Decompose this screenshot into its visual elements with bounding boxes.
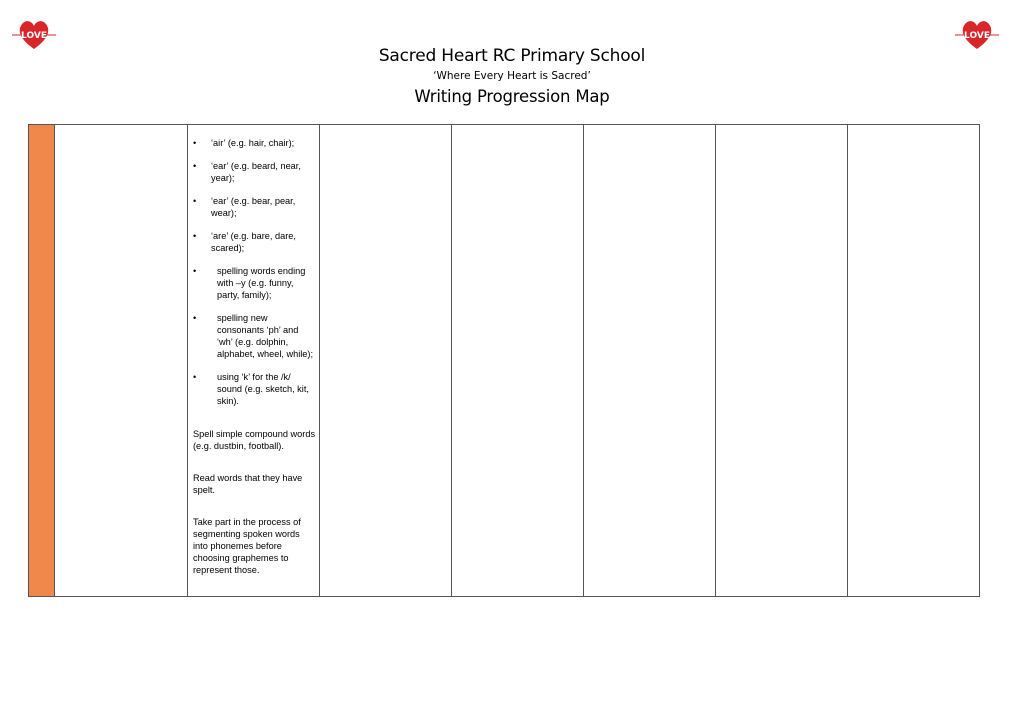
logo-text: LOVE	[21, 31, 47, 41]
list-item: • using ‘k’ for the /k/ sound (e.g. sketch, kit, skin).	[193, 372, 309, 406]
progression-table	[28, 124, 980, 597]
list-item: • ‘ear’ (e.g. beard, near, year);	[193, 161, 301, 183]
logo-text: LOVE	[964, 31, 990, 41]
statement-text: Spell simple compound words (e.g. dustbin, football).	[193, 429, 316, 451]
spelling-content-cell	[188, 125, 320, 597]
list-item: • ‘are’ (e.g. bare, dare, scared);	[193, 231, 296, 253]
document-title: Writing Progression Map	[414, 87, 610, 106]
list-item: • spelling new consonants ‘ph’ and ‘wh’ (e.g. dolphin, alphabet, wheel, while);	[193, 313, 314, 359]
empty-cell	[452, 125, 584, 597]
empty-cell	[584, 125, 716, 597]
year-band-color-cell	[29, 125, 55, 597]
empty-cell	[320, 125, 452, 597]
statement-text: Take part in the process of segmenting spoken words into phonemes before choosing graphemes to represent those.	[193, 517, 301, 575]
bullet-icon: •	[193, 372, 197, 382]
statement-text: Read words that they have spelt.	[193, 473, 303, 495]
bullet-icon: •	[193, 138, 197, 148]
bullet-icon: •	[193, 313, 197, 323]
spelling-bullet-list	[193, 137, 316, 407]
list-item: • spelling words ending with –y (e.g. funny, party, family);	[193, 266, 306, 300]
school-name: Sacred Heart RC Primary School	[378, 46, 646, 66]
bullet-icon: •	[193, 231, 197, 241]
empty-cell	[55, 125, 188, 597]
table-row	[29, 125, 980, 597]
bullet-icon: •	[193, 266, 197, 276]
list-item: • ‘ear’ (e.g. bear, pear, wear);	[193, 196, 296, 218]
bullet-icon: •	[193, 161, 197, 171]
empty-cell	[716, 125, 848, 597]
school-motto: ‘Where Every Heart is Sacred’	[433, 70, 591, 82]
empty-cell	[848, 125, 980, 597]
list-item: • ‘air’ (e.g. hair, chair);	[193, 138, 295, 148]
bullet-icon: •	[193, 196, 197, 206]
